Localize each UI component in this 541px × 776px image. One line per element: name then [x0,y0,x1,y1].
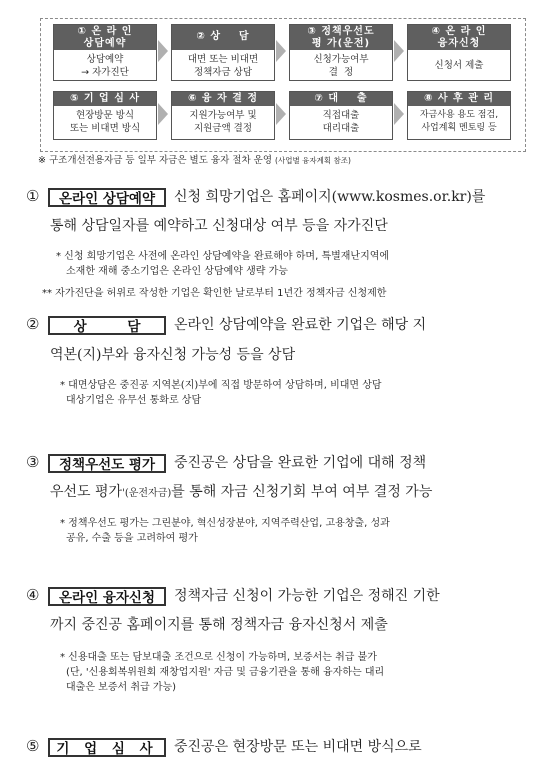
flow-step-aftercare [407,91,511,140]
flow-step-priority-eval [289,24,393,81]
step-desc: 정책자금 상담 [193,67,253,78]
arrow-right-icon [276,40,286,62]
section-3-line-2 [50,481,432,501]
step-subtitle: 상담예약 [83,38,127,49]
section-3-note: * 정책우선도 평가는 그린분야, 혁신성장분야, 지역주력산업, 고용창출, 성과 [60,518,390,529]
step-title: ③ 정책우선도 [307,26,375,37]
step-desc: 직접대출 [322,110,360,121]
section-4-line-1 [26,585,440,606]
step-subtitle: 평 가(운전) [311,38,371,49]
step-desc: 현장방문 방식 [75,110,135,121]
step-desc: 자금사용 용도 점검, [419,110,499,120]
section-tag: 정책우선도 평가 [48,454,166,473]
step-desc: 결 정 [328,67,354,78]
section-text: 온라인 상담예약을 완료한 기업은 해당 지 [174,317,427,333]
flow-step-loan [289,91,393,140]
flow-footnote [38,152,351,166]
step-desc: 지원가능여부 및 [189,110,257,121]
arrow-right-icon [158,40,168,62]
step-desc: 상담예약 [86,54,124,65]
step-title: ② 상 담 [196,31,250,42]
section-3-line-1 [26,452,426,473]
section-1-line-2: 통해 상담일자를 예약하고 신청대상 여부 등을 자가진단 [50,218,388,234]
section-2-line-2: 역본(지)부와 융자신청 가능성 등을 상담 [50,347,296,363]
step-title: ⑧ 사 후 관 리 [408,92,510,106]
step-desc: → 자가진단 [81,67,129,78]
section-tag: 기 업 심 사 [48,738,166,757]
step-desc: 또는 비대면 방식 [69,123,141,134]
section-2-note: * 대면상담은 중진공 지역본(지)부에 직접 방문하여 상담하며, 비대면 상담 [60,380,382,391]
section-number: ⑤ [26,737,40,755]
section-text: 우선도 평가 [50,484,123,500]
footnote-small: (사업별 융자계획 참조) [275,156,351,165]
section-4-line-2: 까지 중진공 홈페이지를 통해 정책자금 융자신청서 제출 [50,617,388,633]
arrow-right-icon [394,40,404,62]
step-title: ⑥ 융 자 결 정 [172,92,274,106]
footnote-text: ※ 구조개선전용자금 등 일부 자금은 별도 융자 절차 운영 [38,155,273,166]
step-title: ⑤ 기 업 심 사 [54,92,156,106]
section-1-note: ** 자가진단을 허위로 작성한 기업은 확인한 날로부터 1년간 정책자금 신청제한 [42,288,387,299]
arrow-right-icon [158,103,168,125]
step-title: ⑦ 대 출 [290,92,392,106]
section-1-note: * 신청 희망기업은 사전에 온라인 상담예약을 완료해야 하며, 특별재난지역에 [56,251,390,262]
flow-step-decision [171,91,275,140]
flow-step-review [53,91,157,140]
flow-step-online-apply [407,24,511,81]
section-text: 를 통해 자금 신청기회 부여 여부 결정 가능 [171,484,433,500]
step-desc: 대리대출 [322,123,360,134]
step-desc: 신청가능여부 [313,54,369,65]
section-text: 중진공은 현장방문 또는 비대면 방식으로 [174,739,422,755]
step-desc: 사업계획 멘토링 등 [421,123,497,133]
section-number: ③ [26,453,40,471]
section-number: ② [26,315,40,333]
step-desc: 대면 또는 비대면 [187,54,259,65]
section-2-line-1 [26,314,426,335]
section-5-line-1 [26,736,422,757]
process-flow-diagram [40,18,526,152]
flow-step-consult [171,24,275,81]
step-desc: 신청서 제출 [434,60,484,71]
section-number: ① [26,187,40,205]
section-2-note: 대상기업은 유무선 통화로 상담 [66,395,202,406]
arrow-right-icon [276,103,286,125]
section-tag: 온라인 상담예약 [48,188,166,207]
section-text-small: '(운전자금) [122,488,172,499]
section-text: 정책자금 신청이 가능한 기업은 정해진 기한 [174,588,440,604]
section-4-note: * 신용대출 또는 담보대출 조건으로 신청이 가능하며, 보증서는 취급 불가 [60,652,377,663]
section-tag: 온라인 융자신청 [48,587,166,606]
step-title: ① 온 라 인 [77,26,133,37]
step-desc: 지원금액 결정 [193,123,253,134]
section-tag: 상 담 [48,316,166,335]
section-1-line-1 [26,186,485,207]
step-subtitle: 융자신청 [437,38,481,49]
section-4-note: (단, '신용회복위원회 재창업지원' 자금 및 금융기관을 통해 융자하는 대리 [66,667,385,678]
section-4-note: 대출은 보증서 취급 가능) [66,682,177,693]
flow-step-online-consult [53,24,157,81]
arrow-right-icon [394,103,404,125]
step-title: ④ 온 라 인 [431,26,487,37]
section-text: 중진공은 상담을 완료한 기업에 대해 정책 [174,455,427,471]
section-1-note: 소재한 재해 중소기업은 온라인 상담예약 생략 가능 [66,266,288,277]
section-number: ④ [26,586,40,604]
section-text: 신청 희망기업은 홈페이지(www.kosmes.or.kr)를 [174,189,486,205]
section-3-note: 공유, 수출 등을 고려하여 평가 [66,533,198,544]
